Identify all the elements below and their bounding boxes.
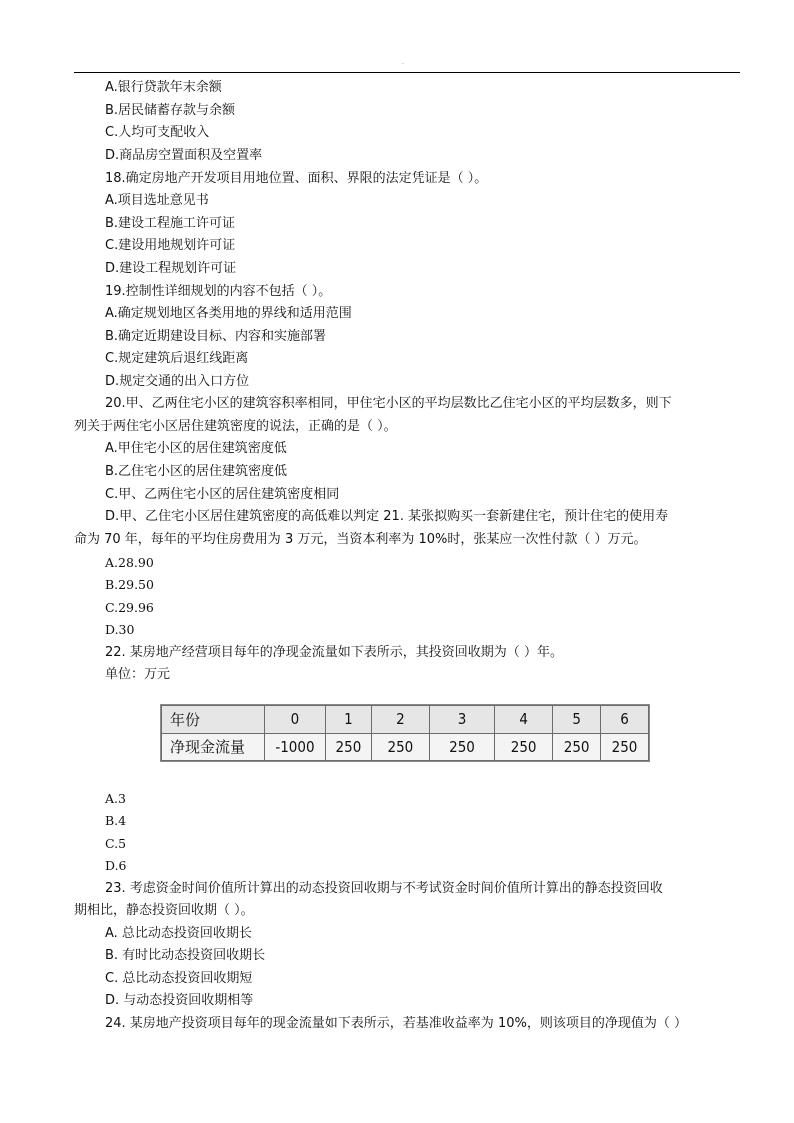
table-row: [162, 733, 649, 761]
question-24: 24. 某房地产投资项目每年的现金流量如下表所示，若基准收益率为 10%，则该项目的净现值为（ ）: [105, 1016, 687, 1031]
flow-cell: 250: [553, 733, 601, 761]
option-line: A.3: [105, 791, 126, 806]
option-line: A.甲住宅小区的居住建筑密度低: [105, 441, 287, 456]
year-header: 年份: [162, 706, 265, 734]
flow-cell: 250: [495, 733, 553, 761]
option-line: C.5: [105, 836, 127, 851]
option-line: B. 有时比动态投资回收期长: [105, 948, 266, 963]
option-line: D.6: [105, 858, 127, 873]
option-line: C.人均可支配收入: [105, 125, 210, 140]
question-22: 22. 某房地产经营项目每年的净现金流量如下表所示，其投资回收期为（ ）年。: [105, 645, 563, 660]
year-cell: 6: [601, 706, 649, 734]
year-cell: 2: [371, 706, 429, 734]
flow-cell: 250: [371, 733, 429, 761]
year-cell: 1: [326, 706, 372, 734]
question-18: 18.确定房地产开发项目用地位置、面积、界限的法定凭证是（ ）。: [105, 171, 488, 186]
flow-cell: 250: [429, 733, 494, 761]
unit-label: 单位：万元: [105, 667, 171, 682]
question-20-cont: 列关于两住宅小区居住建筑密度的说法，正确的是（ ）。: [74, 419, 397, 434]
option-line: C.29.96: [105, 600, 154, 615]
header-mark: .: [402, 59, 404, 66]
option-line: B.确定近期建设目标、内容和实施部署: [105, 329, 327, 344]
option-line: A.银行贷款年末余额: [105, 80, 222, 95]
option-line: B.29.50: [105, 577, 154, 592]
question-19: 19.控制性详细规划的内容不包括（ ）。: [105, 284, 332, 299]
option-line: A. 总比动态投资回收期长: [105, 926, 252, 941]
option-line: A.28.90: [105, 555, 154, 570]
flow-cell: -1000: [264, 733, 325, 761]
option-line: C.甲、乙两住宅小区的居住建筑密度相同: [105, 487, 340, 502]
flow-cell: 250: [601, 733, 649, 761]
option-line: B.建设工程施工许可证: [105, 216, 236, 231]
question-23: 23. 考虑资金时间价值所计算出的动态投资回收期与不考试资金时间价值所计算出的静态投资回收: [105, 881, 663, 896]
option-line: D.建设工程规划许可证: [105, 261, 237, 276]
flow-cell: 250: [326, 733, 372, 761]
year-cell: 5: [553, 706, 601, 734]
option-and-question-21: D.甲、乙住宅小区居住建筑密度的高低难以判定 21. 某张拟购买一套新建住宅，预计住宅的使用寿: [105, 509, 669, 524]
header-rule: [74, 72, 740, 73]
table-row: [162, 706, 649, 734]
option-line: C.建设用地规划许可证: [105, 238, 236, 253]
year-cell: 0: [264, 706, 325, 734]
option-line: B.4: [105, 813, 127, 828]
option-line: D.30: [105, 622, 135, 637]
cashflow-table: [160, 704, 650, 762]
option-line: D.商品房空置面积及空置率: [105, 148, 263, 163]
option-line: A.项目选址意见书: [105, 193, 209, 208]
question-20: 20.甲、乙两住宅小区的建筑容积率相同，甲住宅小区的平均层数比乙住宅小区的平均层数多，则下: [105, 396, 672, 411]
question-21-cont: 命为 70 年，每年的平均住房费用为 3 万元，当资本利率为 10%时，张某应一次性付款（ ）万元。: [74, 532, 647, 547]
option-line: B.居民储蓄存款与余额: [105, 103, 236, 118]
flow-header: 净现金流量: [162, 733, 265, 761]
option-line: D.规定交通的出入口方位: [105, 374, 250, 389]
year-cell: 4: [495, 706, 553, 734]
option-line: C.规定建筑后退红线距离: [105, 351, 249, 366]
option-line: B.乙住宅小区的居住建筑密度低: [105, 464, 288, 479]
option-line: A.确定规划地区各类用地的界线和适用范围: [105, 306, 352, 321]
year-cell: 3: [429, 706, 494, 734]
question-23-cont: 期相比，静态投资回收期（ ）。: [74, 903, 254, 918]
option-line: D. 与动态投资回收期相等: [105, 993, 254, 1008]
option-line: C. 总比动态投资回收期短: [105, 971, 253, 986]
